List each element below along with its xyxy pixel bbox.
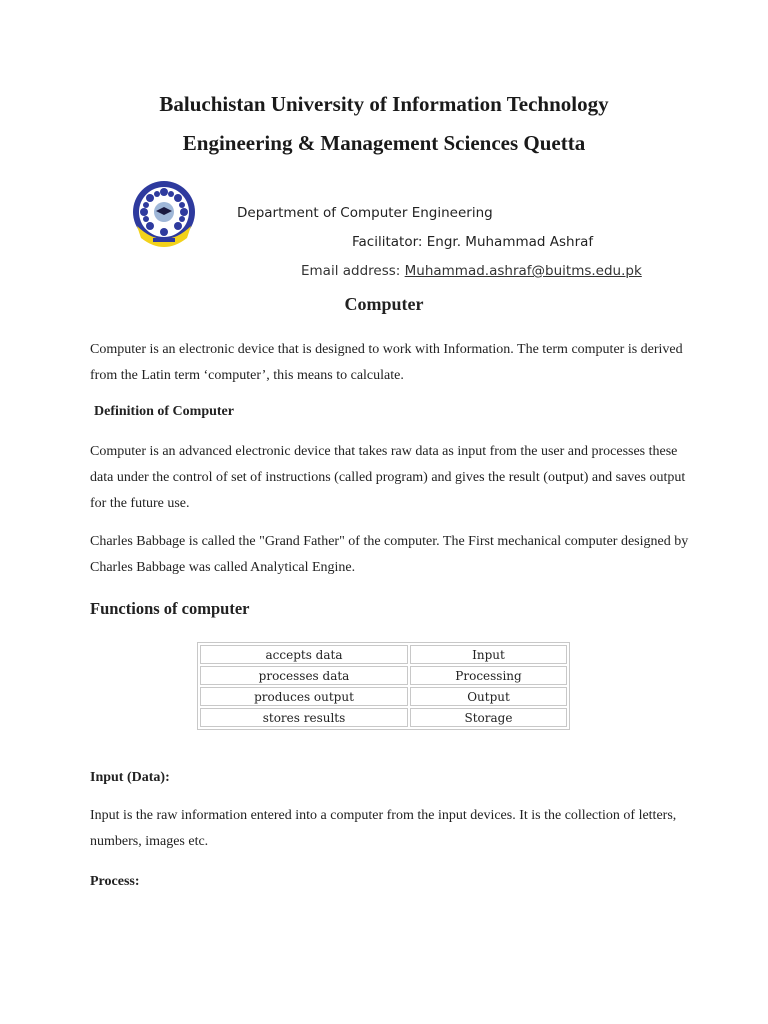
function-name: Output bbox=[410, 687, 567, 706]
input-heading: Input (Data): bbox=[90, 770, 170, 785]
function-name: Input bbox=[410, 645, 567, 664]
functions-heading: Functions of computer bbox=[90, 599, 250, 618]
department-name: Department of Computer Engineering bbox=[237, 205, 493, 221]
table-row bbox=[200, 645, 567, 664]
email-label: Email address: bbox=[301, 263, 405, 279]
table-row bbox=[200, 666, 567, 685]
function-name: Storage bbox=[410, 708, 567, 727]
facilitator-name: Facilitator: Engr. Muhammad Ashraf bbox=[352, 234, 594, 250]
function-description: processes data bbox=[200, 666, 408, 685]
function-name: Processing bbox=[410, 666, 567, 685]
intro-paragraph: Computer is an electronic device that is designed to work with Information. The term computer is derived from the Latin term ‘computer’, this means to calculate. bbox=[90, 342, 683, 383]
email-link[interactable]: Muhammad.ashraf@buitms.edu.pk bbox=[404, 263, 642, 279]
function-description: stores results bbox=[200, 708, 408, 727]
university-seal-icon bbox=[131, 180, 197, 250]
functions-table bbox=[197, 642, 570, 730]
section-title: Computer bbox=[344, 294, 424, 314]
function-description: produces output bbox=[200, 687, 408, 706]
process-heading: Process: bbox=[90, 874, 140, 889]
babbage-paragraph: Charles Babbage is called the "Grand Father" of the computer. The First mechanical computer designed by Charles Babbage was called Analytical Engine. bbox=[90, 534, 689, 575]
function-description: accepts data bbox=[200, 645, 408, 664]
table-row bbox=[200, 708, 567, 727]
definition-paragraph: Computer is an advanced electronic device that takes raw data as input from the user and processes these data under the control of set of instructions (called program) and gives the result (output) and saves output for the future use. bbox=[90, 444, 686, 511]
table-row bbox=[200, 687, 567, 706]
definition-heading: Definition of Computer bbox=[94, 404, 234, 419]
email-line bbox=[301, 263, 642, 279]
university-title: Baluchistan University of Information Technology bbox=[159, 92, 609, 116]
university-subtitle: Engineering & Management Sciences Quetta bbox=[182, 131, 586, 155]
input-paragraph: Input is the raw information entered into a computer from the input devices. It is the collection of letters, numbers, images etc. bbox=[90, 808, 677, 849]
